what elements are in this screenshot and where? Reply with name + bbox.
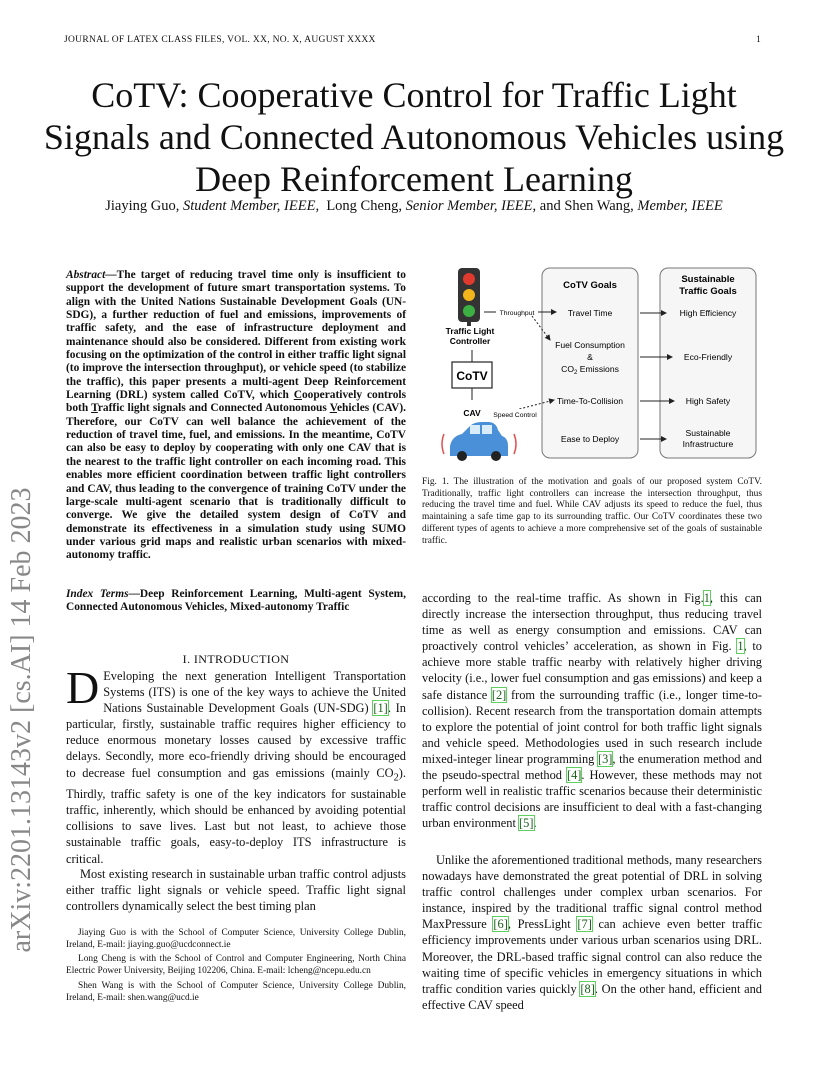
cotv-goals-title: CoTV Goals — [563, 280, 617, 291]
abstract-text: raffic light signals and Connected Autonomous — [97, 402, 330, 415]
underlined-letter: V — [329, 402, 337, 415]
paragraph-text: . However, these methods may not perform well in realistic traffic scenarios because their deterministic traffic control decisions are insufficient to deal with a fast-changing urban environment — [422, 768, 762, 831]
paper-title — [40, 74, 788, 200]
figure-ref-link[interactable]: 1 — [737, 639, 744, 654]
citation-link[interactable]: [6] — [493, 917, 508, 932]
goal-ease: Ease to Deploy — [560, 434, 620, 444]
goal-ttc: Time-To-Collision — [556, 396, 624, 406]
underlined-letter: C — [293, 389, 302, 402]
cotv-box-label: CoTV — [456, 369, 488, 383]
arxiv-stamp: arXiv:2201.13143v2 [cs.AI] 14 Feb 2023 — [6, 487, 37, 953]
running-header: JOURNAL OF LATEX CLASS FILES, VOL. XX, NO. X, AUGUST XXXX — [64, 35, 376, 45]
goal-travel-time: Travel Time — [567, 308, 613, 318]
underlined-letter: T — [91, 402, 98, 415]
intro-paragraph: Most existing research in sustainable urban traffic control adjusts either traffic light signals or vehicle speed. Traffic light signal controllers dynamically select the best timing plan — [66, 867, 406, 914]
index-terms-label: Index Terms — [66, 588, 129, 600]
sust-infrastructure: Infrastructure — [682, 439, 734, 449]
author-name: Jiaying Guo, — [105, 198, 183, 214]
car-icon — [442, 422, 516, 461]
cotv-goals-box — [542, 268, 638, 458]
paragraph-text: . — [533, 816, 537, 831]
abstract-text: —The target of reducing travel time only is insufficient to support the development of future smart transportation systems. To align with the United Nations Sustainable Development Goals (UN-SDG), a further reduction of fuel and emissions, improvements of traffic safety, and the ease of infrastructure deployment and maintenance should also be considered. Different from existing work focusing on the optimization of the control in either traffic light signal (to improve the intersection throughput), or vehicle speed (to stabilize the traffic), this paper presents a multi-agent Deep Reinforcement Learning (DRL) system called CoTV, which — [66, 269, 406, 402]
sust-goals-title: Traffic Goals — [679, 286, 737, 297]
abstract-text: ehicles (CAV). Therefore, our CoTV can well balance the achievement of the reduction of travel time, fuel, and emissions. In the meantime, CoTV can also be easy to deploy by cooperating with only one CAV that is the nearest to the traffic light controller on each incoming road. This enables more efficient coordination between traffic light controllers and CAV, thus leading to the convergence of training CoTV under the large-scale multi-agent scenario that is traditionally difficult to converge. We give the detailed system design of CoTV and demonstrate its effectiveness in a simulation study using SUMO under various grid maps and realistic urban scenarios with mixed-autonomy traffic. — [66, 402, 406, 562]
paragraph-text: from the surrounding traffic (i.e., longer time-to-collision). Recent research from the transportation domain attempts to explore the potential of joint control for both traffic light signals and vehicle speed. Methodologies used in such research include mixed-integer linear programming — [422, 687, 762, 766]
sust-high-safety: High Safety — [685, 396, 731, 406]
goal-emissions: $CO_2$ Emissions — [561, 364, 619, 376]
sust-infrastructure: Sustainable — [685, 428, 731, 438]
citation-link[interactable]: [7] — [577, 917, 592, 932]
goal-fuel: Fuel Consumption — [555, 340, 625, 350]
citation-link[interactable]: [3] — [597, 751, 613, 766]
paragraph-text: . On the other hand, efficient and effective CAV speed — [422, 981, 762, 1012]
paragraph-text: according to the real-time traffic. As shown in Fig. — [422, 591, 704, 605]
footnote: Jiaying Guo is with the School of Computer Science, University College Dublin, Ireland, E-mail: jiaying.guo@ucdconnect.ie — [66, 928, 406, 950]
figure-caption: Fig. 1. The illustration of the motivation and goals of our proposed system CoTV. Traditionally, traffic light controllers can increase the intersection throughput, thus reducing the travel time and fuel. While CAV adjusts its speed to reduce the fuel, thus maintaining a safe time gap to its surrounding traffic. Our CoTV coordinates these two different types of agents to achieve a more comprehensive set of the goals of sustainable traffic. — [422, 477, 762, 546]
traffic-light-icon — [458, 268, 480, 326]
drop-cap: D — [66, 662, 100, 713]
footnote: Shen Wang is with the School of Computer Science, University College Dublin, Ireland, E-mail: shen.wang@ucd.ie — [66, 980, 406, 1003]
title-line: Deep Reinforcement Learning — [195, 159, 633, 199]
paragraph-text: can achieve even better traffic efficiency improvements under various urban scenarios using DRL. Moreover, the DRL-based traffic signal control can also reduce the waiting time of specific vehicles in emergency situations in which traffic condition varies quickly — [422, 917, 762, 996]
citation-link[interactable]: [4] — [566, 768, 582, 783]
paragraph-text: , this can directly increase the intersection throughput, thus reducing travel time as well as energy consumption and emissions. CAV can proactively control vehicles’ acceleration, as shown in Fig. — [422, 591, 762, 654]
citation-link[interactable]: [8] — [580, 981, 595, 996]
author-name: , and Shen Wang, — [532, 198, 638, 214]
author-role: Student Member, IEEE — [182, 198, 316, 214]
tlc-label: Controller — [449, 336, 491, 346]
subscript: 2 — [393, 772, 399, 784]
citation-link[interactable]: [2] — [491, 687, 507, 702]
sust-goals-title: Sustainable — [681, 274, 735, 285]
title-line: Signals and Connected Autonomous Vehicles using — [43, 117, 785, 157]
goal-fuel-amp: & — [587, 352, 593, 362]
index-terms — [66, 588, 406, 615]
paragraph-text: . In particular, firstly, sustainable traffic requires higher efficiency to reduce enormous monetary losses caused by excessive traffic delays. Secondly, more eco-friendly driving should be encouraged to decrease fuel consumption and gas emissions (mainly CO — [66, 701, 406, 780]
throughput-label: Throughput — [499, 310, 535, 317]
author-role: Senior Member, IEEE — [405, 198, 533, 214]
abstract-label: Abstract — [66, 269, 106, 281]
paragraph-text: Unlike the aforementioned traditional methods, many researchers nowadays have demonstrated the great potential of DRL in solving traffic control challenges under complex urban scenarios. For instance, inspired by the traditional traffic signal control method MaxPressure — [422, 853, 762, 932]
title-line: CoTV: Cooperative Control for Traffic Light — [91, 75, 737, 115]
citation-link[interactable]: [1] — [373, 701, 388, 716]
footnotes — [66, 928, 406, 1007]
intro-paragraph — [66, 662, 406, 867]
author-role: Member, IEEE — [637, 198, 723, 214]
index-terms-text: —Deep Reinforcement Learning, Multi-agent System, Connected Autonomous Vehicles, Mixed-autonomy Traffic — [66, 588, 406, 614]
body-paragraph — [422, 590, 762, 831]
abstract-text: ooperatively controls both — [66, 389, 406, 415]
paragraph-text: ). Thirdly, traffic safety is one of the key indicators for sustainable traffic, inherently, which should be enhanced by avoiding potential collisions to save lives. Last but not least, to achieve those sustainable traffic goals, easy-to-deploy ITS infrastructure is critical. — [66, 765, 406, 866]
tlc-label: Traffic Light — [445, 326, 495, 336]
section-heading: I. INTRODUCTION — [182, 652, 290, 666]
page-number: 1 — [756, 35, 761, 45]
author-name: Long Cheng, — [326, 198, 406, 214]
body-paragraph — [422, 852, 762, 1013]
paragraph-text: , PressLight — [507, 917, 578, 932]
cav-label: CAV — [463, 408, 481, 418]
citation-link[interactable]: [5] — [519, 816, 534, 831]
speed-control-label: Speed Control — [493, 412, 537, 419]
sust-eco-friendly: Eco-Friendly — [683, 352, 733, 362]
figure-cotv-goals — [440, 264, 760, 468]
abstract — [66, 269, 406, 563]
paragraph-text: , to achieve more stable traffic nearby with relatively higher driving velocity (i.e., lower fuel consumption and gas emissions) and keep a safe distance — [422, 639, 762, 702]
sust-high-efficiency: High Efficiency — [679, 308, 737, 318]
author-list: Jiaying Guo, Student Member, IEEE, Long Cheng, Senior Member, IEEE, and Shen Wang, Member, IEEE — [105, 198, 723, 214]
figure-ref-link[interactable]: 1 — [703, 591, 710, 605]
paragraph-text: , the enumeration method and the pseudo-spectral method — [422, 751, 762, 783]
footnote: Long Cheng is with the School of Control and Computer Engineering, North China Electric Power University, Beijing 102206, China. E-mail: lcheng@ncepu.edu.cn — [66, 954, 406, 977]
paragraph-text: Eveloping the next generation Intelligent Transportation Systems (ITS) is one of the key ways to achieve the United Nations Sustainable Development Goals (UN-SDG) — [103, 669, 406, 716]
